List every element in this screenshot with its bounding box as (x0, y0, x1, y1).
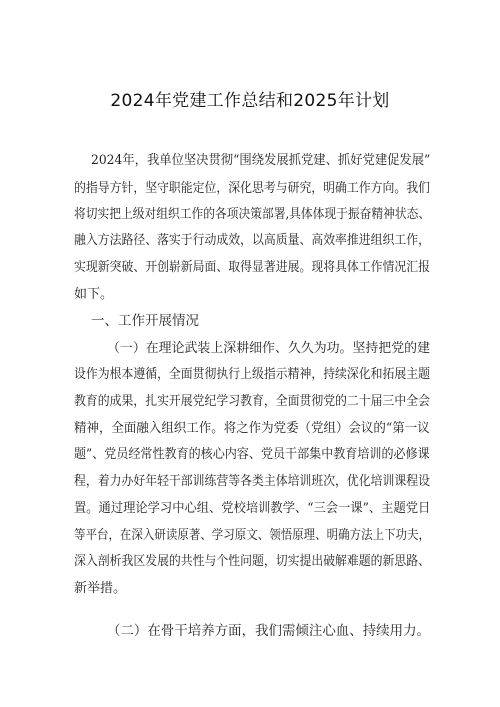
subsection-line: 深入剖析我区发展的共性与个性问题，切实提出破解难题的新思路、 (74, 554, 431, 569)
subsection-line: 题”、党员经常性教育的核心内容、党员干部集中教育培训的必修课 (74, 447, 430, 462)
subsection-line: 新举措。 (74, 581, 127, 596)
intro-line: 将切实把上级对组织工作的各项决策部署,具体体现于振奋精神状态、 (74, 207, 431, 222)
subsection-line: 等平台，在深入研读原著、学习原文、领悟原理、明确方法上下功夫， (74, 528, 431, 543)
subsection-line: 程，着力办好年轻干部训练营等各类主体培训班次，优化培训课程设 (74, 474, 431, 489)
subsection-heading: （二）在骨干培养方面，我们需倾注心血、持续用力。 (107, 623, 430, 639)
intro-line: 融入方法路径、落实于行动成效，以高质量、高效率推进组织工作， (74, 233, 431, 248)
subsection-line: 教育的成果，扎实开展党纪学习教育，全面贯彻党的二十届三中全会 (74, 394, 431, 409)
intro-line: 2024年，我单位坚决贯彻“围绕发展抓党建、抓好党建促发展” (91, 153, 431, 168)
intro-line: 实现新突破、开创崭新局面、取得显著进展。现将具体工作情况汇报 (74, 260, 431, 275)
subsection-line: 设作为根本遵循，全面贯彻执行上级指示精神，持续深化和拓展主题 (74, 367, 431, 382)
document-title: 2024年党建工作总结和2025年计划 (110, 91, 390, 111)
subsection-line: （一）在理论武装上深耕细作、久久为功。坚持把党的建 (107, 341, 431, 356)
subsection-line: 置。通过理论学习中心组、党校培训教学、“三会一课”、主题党日 (74, 501, 431, 516)
subsection-line: 精神，全面融入组织工作。将之作为党委（党组）会议的“第一议 (74, 421, 430, 436)
intro-line: 的指导方针，坚守职能定位，深化思考与研究，明确工作方向。我们 (74, 181, 431, 196)
section-heading: 一、工作开展情况 (91, 313, 199, 329)
intro-line: 如下。 (74, 287, 114, 302)
